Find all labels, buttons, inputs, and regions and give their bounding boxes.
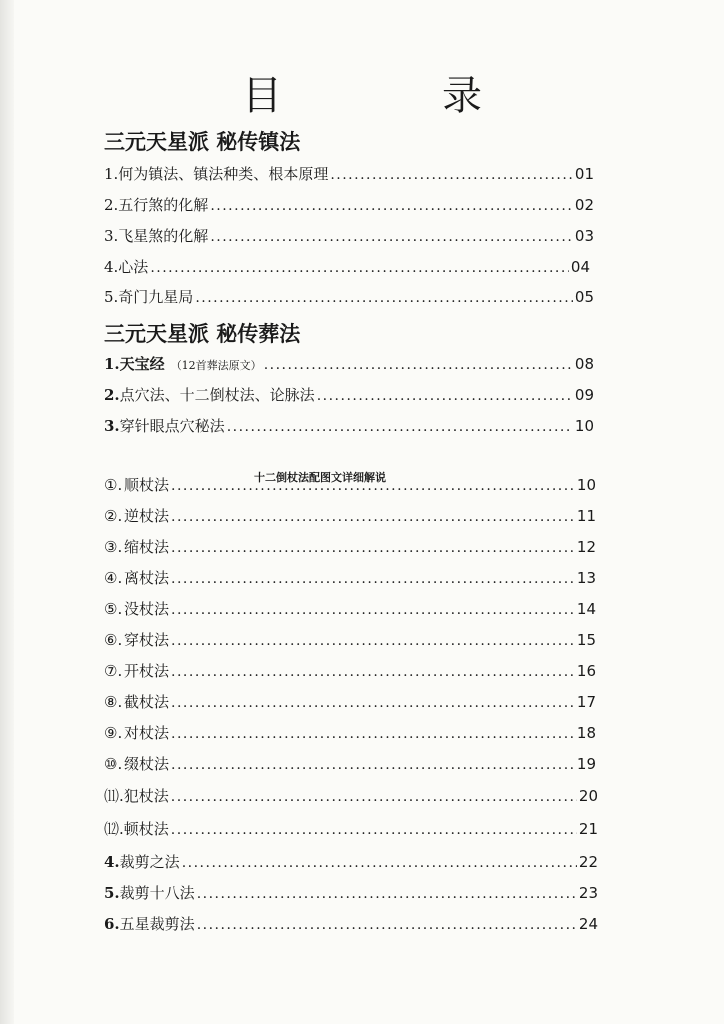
toc-page: 18 — [576, 724, 596, 742]
toc-row[interactable] — [104, 567, 596, 588]
toc-label: 4.心法 — [104, 258, 149, 276]
toc-row[interactable] — [104, 598, 596, 619]
toc-page: 22 — [578, 853, 598, 871]
toc-row[interactable] — [104, 415, 594, 436]
toc-row[interactable] — [104, 505, 596, 526]
toc-label: 穿针眼点穴秘法 — [119, 417, 225, 435]
leader-dots — [171, 540, 575, 556]
leader-dots — [171, 633, 575, 649]
toc-label: 开杖法 — [124, 662, 170, 680]
toc-row[interactable] — [104, 474, 596, 495]
toc-number: ⑨. — [104, 724, 123, 742]
toc-label: 裁剪之法 — [119, 853, 180, 871]
toc-label: 裁剪十八法 — [119, 884, 195, 902]
toc-number: ⑧. — [104, 693, 123, 711]
toc-row[interactable] — [104, 536, 596, 557]
toc-number: ⑩. — [104, 755, 123, 773]
toc-number: ⑥. — [104, 631, 123, 649]
toc-page: 24 — [578, 915, 598, 933]
toc-page: 02 — [574, 196, 594, 214]
toc-page: 20 — [578, 787, 598, 805]
toc-number: ③. — [104, 538, 123, 556]
toc-label: 五星裁剪法 — [119, 915, 195, 933]
leader-dots — [227, 419, 573, 435]
page-edge-shadow — [0, 0, 14, 1024]
leader-dots — [171, 822, 577, 838]
staff-methods-caption: 十二倒杖法配图文详细解说 — [254, 471, 386, 484]
leader-dots — [195, 290, 573, 306]
toc-page: 14 — [576, 600, 596, 618]
toc-number: 5. — [104, 884, 120, 902]
leader-dots — [330, 167, 573, 183]
toc-label: 穿杖法 — [124, 631, 170, 649]
toc-row[interactable] — [104, 225, 594, 246]
toc-label: 截杖法 — [124, 693, 170, 711]
leader-dots — [171, 602, 575, 618]
toc-page: 01 — [574, 165, 594, 183]
leader-dots — [182, 855, 577, 871]
leader-dots — [197, 917, 577, 933]
toc-page: 05 — [574, 288, 594, 306]
toc-row[interactable] — [104, 660, 596, 681]
toc-number: 4. — [104, 853, 120, 871]
toc-row[interactable] — [104, 691, 596, 712]
toc-row[interactable] — [104, 629, 596, 650]
leader-dots — [210, 229, 573, 245]
toc-page: 16 — [576, 662, 596, 680]
toc-label: 犯杖法 — [123, 787, 169, 805]
toc-number: ⑦. — [104, 662, 123, 680]
toc-number: 1. — [104, 355, 120, 373]
toc-page: 17 — [576, 693, 596, 711]
section-heading-zangfa: 三元天星派 秘传葬法 — [104, 322, 301, 346]
toc-page: 09 — [574, 386, 594, 404]
toc-label: 顺杖法 — [124, 476, 170, 494]
toc-row[interactable] — [104, 882, 598, 903]
toc-label: 天宝经 — [119, 355, 165, 373]
leader-dots — [264, 357, 573, 373]
toc-page: 19 — [576, 755, 596, 773]
toc-page: 08 — [574, 355, 594, 373]
toc-label: 顿杖法 — [123, 820, 169, 838]
toc-page: 23 — [578, 884, 598, 902]
toc-label: 3.飞星煞的化解 — [104, 227, 209, 245]
toc-row[interactable] — [104, 194, 594, 215]
toc-page: 21 — [578, 820, 598, 838]
toc-label: 逆杖法 — [124, 507, 170, 525]
toc-page: 13 — [576, 569, 596, 587]
toc-note: （12首葬法原文） — [170, 359, 262, 372]
toc-number: 2. — [104, 386, 120, 404]
leader-dots — [210, 198, 573, 214]
leader-dots — [317, 388, 573, 404]
toc-row[interactable] — [104, 818, 598, 839]
toc-page: 11 — [576, 507, 596, 525]
toc-number: ⑤. — [104, 600, 123, 618]
toc-row[interactable] — [104, 913, 598, 934]
toc-page: 10 — [574, 417, 594, 435]
leader-dots — [171, 726, 575, 742]
toc-number: ⑿. — [104, 820, 124, 838]
toc-row[interactable] — [104, 851, 598, 872]
leader-dots — [171, 757, 575, 773]
toc-number: ②. — [104, 507, 123, 525]
toc-row[interactable] — [104, 163, 594, 184]
toc-label: 1.何为镇法、镇法种类、根本原理 — [104, 165, 329, 183]
toc-number: 6. — [104, 915, 120, 933]
toc-row[interactable] — [104, 353, 594, 374]
toc-row[interactable] — [104, 753, 596, 774]
toc-number: ⑾. — [104, 787, 124, 805]
toc-label: 缩杖法 — [124, 538, 170, 556]
toc-label: 离杖法 — [124, 569, 170, 587]
page-title: 目 录 — [242, 73, 542, 119]
toc-page: 12 — [576, 538, 596, 556]
toc-label: 缀杖法 — [124, 755, 170, 773]
toc-label: 点穴法、十二倒杖法、论脉法 — [119, 386, 315, 404]
leader-dots — [171, 695, 575, 711]
toc-number: 3. — [104, 417, 120, 435]
toc-page: 03 — [574, 227, 594, 245]
toc-row[interactable] — [104, 785, 598, 806]
leader-dots — [197, 886, 577, 902]
toc-label: 对杖法 — [124, 724, 170, 742]
toc-page: 10 — [576, 476, 596, 494]
toc-row[interactable] — [104, 722, 596, 743]
leader-dots — [171, 571, 575, 587]
leader-dots — [171, 664, 575, 680]
section-heading-zhenfa: 三元天星派 秘传镇法 — [104, 130, 301, 154]
toc-page: 04 — [570, 258, 590, 276]
toc-row[interactable] — [104, 256, 590, 277]
toc-row[interactable] — [104, 384, 594, 405]
leader-dots — [171, 509, 575, 525]
leader-dots — [171, 789, 577, 805]
toc-row[interactable] — [104, 286, 594, 307]
leader-dots — [171, 478, 575, 494]
toc-label: 没杖法 — [124, 600, 170, 618]
toc-page: 15 — [576, 631, 596, 649]
toc-number: ④. — [104, 569, 123, 587]
toc-number: ①. — [104, 476, 123, 494]
toc-label: 5.奇门九星局 — [104, 288, 194, 306]
toc-label: 2.五行煞的化解 — [104, 196, 209, 214]
leader-dots — [150, 260, 569, 276]
